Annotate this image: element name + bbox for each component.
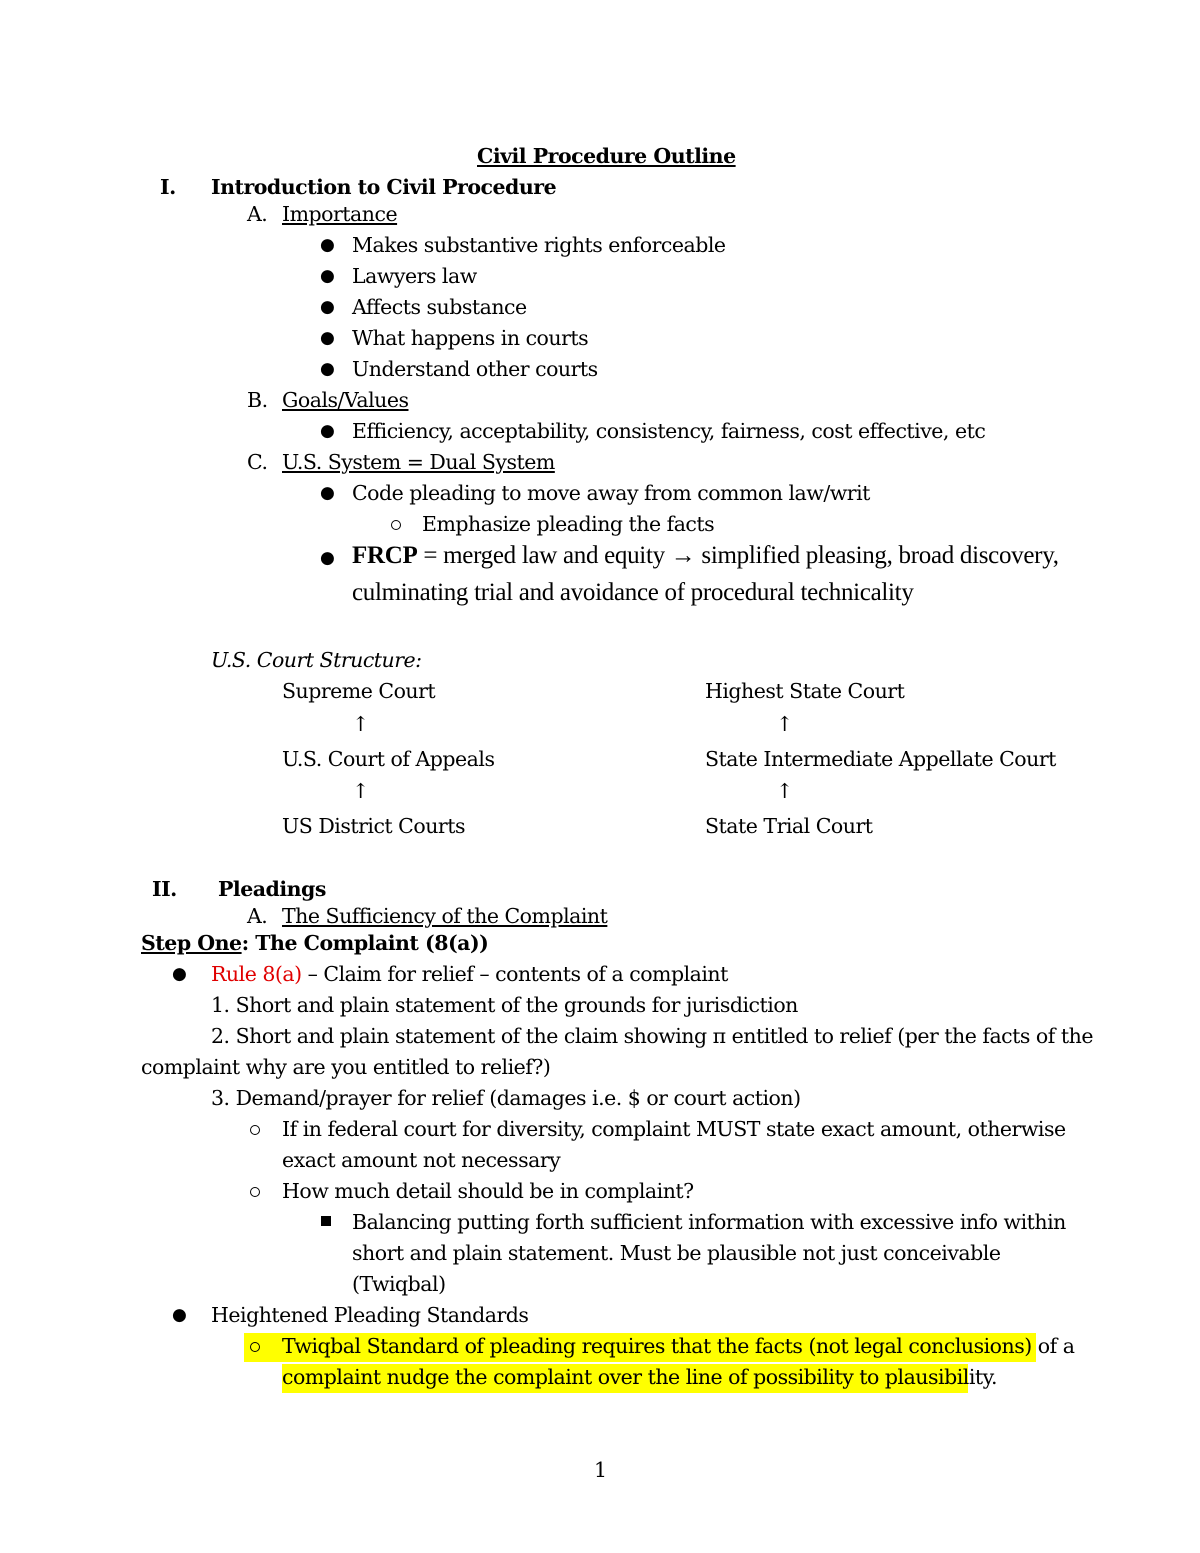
list-item: Understand other courts (352, 357, 598, 381)
list-item: Makes substantive rights enforceable (352, 233, 726, 257)
list-item: Code pleading to move away from common law/writ (352, 481, 870, 505)
sub-sub-item-line2: short and plain statement. Must be plausible not just conceivable (352, 1241, 1001, 1265)
bullet-icon: ● (320, 483, 335, 503)
section-2-numeral: II. (152, 877, 177, 901)
federal-court-top: Supreme Court (282, 679, 436, 703)
subsection-b-letter: B. (247, 388, 268, 412)
step-one-heading (141, 929, 488, 957)
hollow-bullet-icon (250, 1342, 260, 1352)
up-arrow-icon: ↑ (776, 712, 793, 736)
bullet-icon: ● (320, 235, 335, 255)
bullet-icon: ● (320, 266, 335, 286)
bullet-icon: ● (172, 964, 187, 984)
bullet-icon: ● (172, 1305, 187, 1325)
step-one-rest: : The Complaint (8(a)) (241, 931, 489, 955)
step-one-label: Step One (141, 931, 242, 955)
up-arrow-icon: ↑ (352, 712, 369, 736)
heightened-pleading-item: Heightened Pleading Standards (211, 1303, 529, 1327)
hollow-bullet-icon (391, 520, 401, 530)
hollow-bullet-icon (250, 1125, 260, 1135)
up-arrow-icon: ↑ (776, 779, 793, 803)
state-court-middle: State Intermediate Appellate Court (705, 747, 1056, 771)
subsection-c-letter: C. (247, 450, 268, 474)
up-arrow-icon: ↑ (352, 779, 369, 803)
section-2-a-label: The Sufficiency of the Complaint (282, 904, 608, 928)
numbered-item-1: 1. Short and plain statement of the grounds for jurisdiction (211, 993, 798, 1017)
rule-8a-label: Rule 8(a) (211, 962, 302, 986)
bullet-icon: ● (320, 548, 335, 568)
list-item-frcp (352, 542, 1059, 570)
section-1-heading: Introduction to Civil Procedure (211, 175, 557, 199)
numbered-item-2-line1: 2. Short and plain statement of the claim showing π entitled to relief (per the facts of the (211, 1024, 1093, 1048)
list-item: What happens in courts (352, 326, 589, 350)
section-1-numeral: I. (160, 175, 176, 199)
bullet-icon: ● (320, 297, 335, 317)
state-court-top: Highest State Court (705, 679, 905, 703)
frcp-label: FRCP (352, 542, 418, 569)
bullet-icon: ● (320, 328, 335, 348)
section-2-a-letter: A. (247, 904, 268, 928)
federal-court-middle: U.S. Court of Appeals (282, 747, 495, 771)
sub-item-1-line2: exact amount not necessary (282, 1148, 561, 1172)
federal-court-bottom: US District Courts (282, 814, 465, 838)
frcp-text-line2: culminating trial and avoidance of procedural technicality (352, 579, 914, 606)
bullet-icon: ● (320, 421, 335, 441)
sub-sub-item-line3: (Twiqbal) (352, 1272, 446, 1296)
sub-item-1-line1: If in federal court for diversity, complaint MUST state exact amount, otherwise (282, 1117, 1066, 1141)
frcp-text-line1: = merged law and equity → simplified pleasing, broad discovery, (417, 542, 1059, 569)
hollow-bullet-icon (250, 1187, 260, 1197)
numbered-item-2-line2: complaint why are you entitled to relief?) (141, 1055, 551, 1079)
bullet-icon: ● (320, 359, 335, 379)
list-item: Affects substance (352, 295, 527, 319)
subsection-a-letter: A. (247, 202, 268, 226)
page-number: 1 (594, 1458, 607, 1482)
square-bullet-icon (321, 1216, 331, 1226)
list-item: Lawyers law (352, 264, 477, 288)
court-structure-title: U.S. Court Structure: (211, 648, 422, 672)
page-title: Civil Procedure Outline (477, 144, 736, 168)
sub-item-2: How much detail should be in complaint? (282, 1179, 694, 1203)
sub-sub-item-line1: Balancing putting forth sufficient information with excessive info within (352, 1210, 1066, 1234)
subsection-b-label: Goals/Values (282, 388, 409, 412)
list-subitem: Emphasize pleading the facts (422, 512, 715, 536)
subsection-c-label: U.S. System = Dual System (282, 450, 555, 474)
twiqbal-line1: Twiqbal Standard of pleading requires that the facts (not legal conclusions) of a (282, 1334, 1075, 1358)
rule-8a-text: – Claim for relief – contents of a complaint (301, 962, 728, 986)
state-court-bottom: State Trial Court (705, 814, 873, 838)
list-item: Efficiency, acceptability, consistency, fairness, cost effective, etc (352, 419, 986, 443)
rule-8a-item (211, 960, 728, 988)
numbered-item-3: 3. Demand/prayer for relief (damages i.e. $ or court action) (211, 1086, 801, 1110)
twiqbal-line2: complaint nudge the complaint over the line of possibility to plausibility. (282, 1365, 997, 1389)
section-2-heading: Pleadings (218, 877, 326, 901)
subsection-a-label: Importance (282, 202, 398, 226)
